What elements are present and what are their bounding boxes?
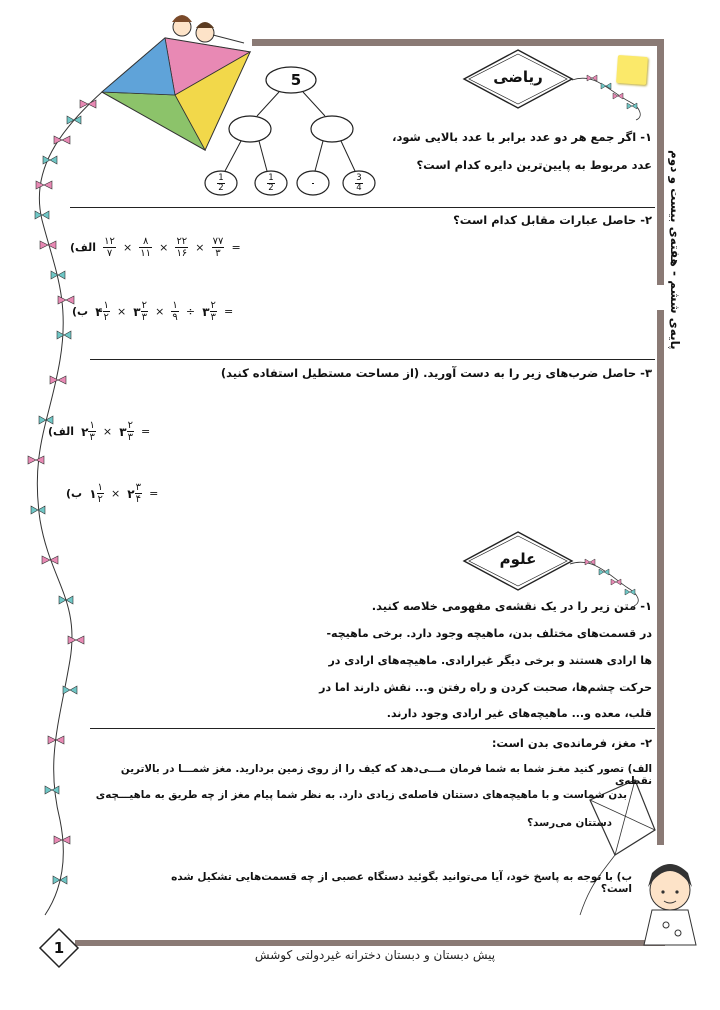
- expr-a-frac-4: $\frac{۷۷}{۳}$: [212, 236, 224, 259]
- expr-c: الف) ۲ $\frac{۱}{۳}$ × ۳ $\frac{۲}{۳}$ =: [48, 420, 151, 443]
- expr-a-label: الف): [70, 241, 97, 254]
- divider-3: [90, 728, 655, 729]
- frame-right-upper: [657, 39, 664, 285]
- science-para-4: قلب، معده و... ماهیچه‌های غیر ارادی وجود دارند.: [386, 707, 652, 720]
- divider-2: [90, 359, 655, 360]
- science-q2-a-line1: الف) تصور کنید مغـز شما به شما فرمان مـــی‌دهد که کیف را از روی زمین بردارید. مغز شمـــا در بالاترین نقطه‌ی: [120, 763, 652, 787]
- footer-school-name: پیش دبستان و دبستان دخترانه غیردولتی کوشش: [254, 948, 496, 962]
- side-title: پایه‌ی ششم - هفته‌ی بیست و دوم: [668, 150, 682, 350]
- science-heading: علوم: [499, 550, 537, 568]
- expr-c-label: الف): [48, 425, 75, 438]
- expr-d: ب) ۱ $\frac{۱}{۲}$ × ۲ $\frac{۳}{۴}$ =: [66, 482, 159, 505]
- expr-b: ب) ۴ $\frac{۱}{۲}$ × ۳ $\frac{۲}{۳}$ × $\frac{۱}{۹}$ ÷ ۳ $\frac{۲}{۳}$ =: [72, 300, 234, 323]
- math-q2: ۲- حاصل عبارات مقابل کدام است؟: [453, 213, 652, 227]
- frame-right-lower: [657, 310, 664, 845]
- math-heading: ریاضی: [493, 68, 543, 86]
- expr-a: الف) $\frac{۱۲}{۷}$ × $\frac{۸}{۱۱}$ × $\frac{۲۲}{۱۶}$ × $\frac{۷۷}{۳}$ =: [70, 236, 241, 259]
- divider-1: [70, 207, 655, 208]
- decorative-swirl-math: [570, 62, 650, 122]
- science-q2: ۲- مغز، فرمانده‌ی بدن است:: [491, 736, 652, 750]
- math-q1-line2: عدد مربوط به پایین‌ترین دایره کدام است؟: [416, 158, 652, 172]
- science-q2-a-line3: دستتان می‌رسد؟: [527, 817, 612, 829]
- tree-leaf-3: [303, 173, 323, 192]
- expr-b-label: ب): [72, 305, 89, 318]
- page-number: 1: [53, 939, 65, 957]
- science-q2-a-line2: بدن شماست و با ماهیچه‌های دستتان فاصله‌ی زیادی دارد. به نظر شما پیام مغز از چه طریق به ماهیـــچه‌ی: [95, 789, 627, 801]
- tree-leaf-4: $\frac{3}{4}$: [356, 173, 362, 193]
- expr-a-frac-1: $\frac{۱۲}{۷}$: [104, 236, 115, 259]
- tree-top-value: 5: [290, 71, 302, 89]
- science-q1: ۱- متن زیر را در یک نقشه‌ی مفهومی خلاصه کنید.: [371, 599, 652, 613]
- science-para-1: در قسمت‌های مختلف بدن، ماهیچه وجود دارد. برخی ماهیچه-: [326, 627, 652, 640]
- math-q3: ۳- حاصل ضرب‌های زیر را به دست آورید. (از مساحت مستطیل استفاده کنید): [220, 366, 652, 380]
- tree-leaf-2: $\frac{1}{2}$: [268, 173, 274, 193]
- frame-top: [252, 39, 664, 46]
- science-para-3: حرکت چشم‌ها، صحبت کردن و راه رفتن و... نقش دارند اما در: [319, 681, 652, 694]
- expr-a-frac-2: $\frac{۸}{۱۱}$: [140, 236, 152, 259]
- expr-a-frac-3: $\frac{۲۲}{۱۶}$: [176, 236, 188, 259]
- decorative-kite-girl: [560, 775, 720, 950]
- tree-leaf-1: $\frac{1}{2}$: [218, 173, 224, 193]
- expr-d-label: ب): [66, 487, 83, 500]
- math-q1-line1: ۱- اگر جمع هر دو عدد برابر با عدد بالایی شود،: [392, 130, 652, 144]
- science-q2-b: ب) با توجه به پاسخ خود، آیا می‌توانید بگوئید دستگاه عصبی از چه قسمت‌هایی تشکیل شده است؟: [171, 871, 632, 895]
- science-para-2: ها ارادی هستند و برخی دیگر غیرارادی. ماهیچه‌های ارادی در: [328, 654, 652, 667]
